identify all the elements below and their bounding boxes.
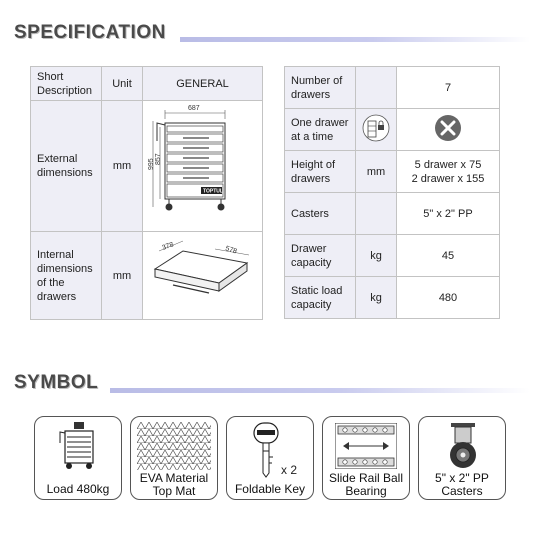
drawer-depth-label: 578 <box>224 244 238 256</box>
caster-icon <box>445 421 481 471</box>
symbol-title: SYMBOL <box>14 372 99 393</box>
row-label-external: External dimensions <box>31 101 102 232</box>
row-label-internal: Internal dimensions of the drawers <box>31 232 102 320</box>
row-unit-drawer-capacity: kg <box>356 235 397 277</box>
external-dimensions-drawing-cell <box>143 101 263 232</box>
symbol-eva-mat-label-2: Top Mat <box>152 484 196 498</box>
symbol-casters-label-2: Casters <box>441 484 483 498</box>
row-unit-height-of-drawers: mm <box>356 151 397 193</box>
row-label-one-drawer: One drawer at a time <box>285 109 356 151</box>
symbol-eva-mat <box>130 416 218 500</box>
symbol-casters-label-1: 5" x 2" PP <box>435 471 489 485</box>
table-row <box>285 151 500 193</box>
row-value-casters: 5" x 2" PP <box>397 193 500 235</box>
symbol-load <box>34 416 122 500</box>
row-value-static-load: 480 <box>397 277 500 319</box>
cross-icon <box>433 113 463 143</box>
internal-dimensions-drawing-cell <box>143 232 263 320</box>
mat-pattern-icon <box>137 422 211 470</box>
symbol-eva-mat-label-1: EVA Material <box>139 471 209 485</box>
header-general: GENERAL <box>143 67 263 101</box>
drawer-drawing <box>143 239 261 309</box>
spec-table-right <box>284 66 500 319</box>
symbol-slide-rail-label-2: Bearing <box>345 484 387 498</box>
key-icon <box>251 421 281 479</box>
specification-title: SPECIFICATION <box>14 22 166 43</box>
symbol-foldable-key-label: Foldable Key <box>234 482 306 496</box>
symbol-slide-rail <box>322 416 410 500</box>
row-label-casters: Casters <box>285 193 356 235</box>
row-unit-static-load: kg <box>356 277 397 319</box>
drawer-lock-icon <box>362 113 390 143</box>
table-row <box>31 232 263 320</box>
ball-bearing-icon <box>335 423 397 469</box>
table-row <box>285 193 500 235</box>
table-row <box>31 101 263 232</box>
table-row <box>285 67 500 109</box>
key-quantity: x 2 <box>281 463 298 477</box>
symbol-slide-rail-label-1: Slide Rail Ball <box>328 471 404 485</box>
table-header-row <box>31 67 263 101</box>
specification-title-bar <box>180 37 530 42</box>
tool-cabinet-drawing <box>143 101 261 227</box>
row-unit-internal: mm <box>102 232 143 320</box>
symbol-title-bar <box>110 388 530 393</box>
row-label-height-of-drawers: Height of drawers <box>285 151 356 193</box>
brand-logo-text: TOPTUL <box>203 188 223 195</box>
row-unit-external: mm <box>102 101 143 232</box>
spec-table-left <box>30 66 263 320</box>
load-cart-icon <box>57 421 101 471</box>
height-value-line-2: 2 drawer x 155 <box>411 172 485 185</box>
total-height-label: 995 <box>148 158 155 170</box>
row-label-drawer-capacity: Drawer capacity <box>285 235 356 277</box>
symbol-casters <box>418 416 506 500</box>
height-value-line-1: 5 drawer x 75 <box>414 158 482 171</box>
row-value-height-of-drawers <box>397 151 500 193</box>
body-height-label: 857 <box>155 153 162 165</box>
row-unit-number-of-drawers <box>356 67 397 109</box>
symbol-foldable-key <box>226 416 314 500</box>
table-row <box>285 109 500 151</box>
symbol-load-label: Load 480kg <box>46 482 110 496</box>
row-value-drawer-capacity: 45 <box>397 235 500 277</box>
header-unit: Unit <box>102 67 143 101</box>
width-dimension-label: 687 <box>188 105 200 112</box>
row-label-number-of-drawers: Number of drawers <box>285 67 356 109</box>
row-unit-casters <box>356 193 397 235</box>
header-short-description: Short Description <box>31 67 102 101</box>
row-value-one-drawer <box>397 109 500 151</box>
drawer-width-label: 378 <box>161 240 175 252</box>
table-row <box>285 277 500 319</box>
row-label-static-load: Static load capacity <box>285 277 356 319</box>
row-value-number-of-drawers: 7 <box>397 67 500 109</box>
row-unit-one-drawer <box>356 109 397 151</box>
table-row <box>285 235 500 277</box>
